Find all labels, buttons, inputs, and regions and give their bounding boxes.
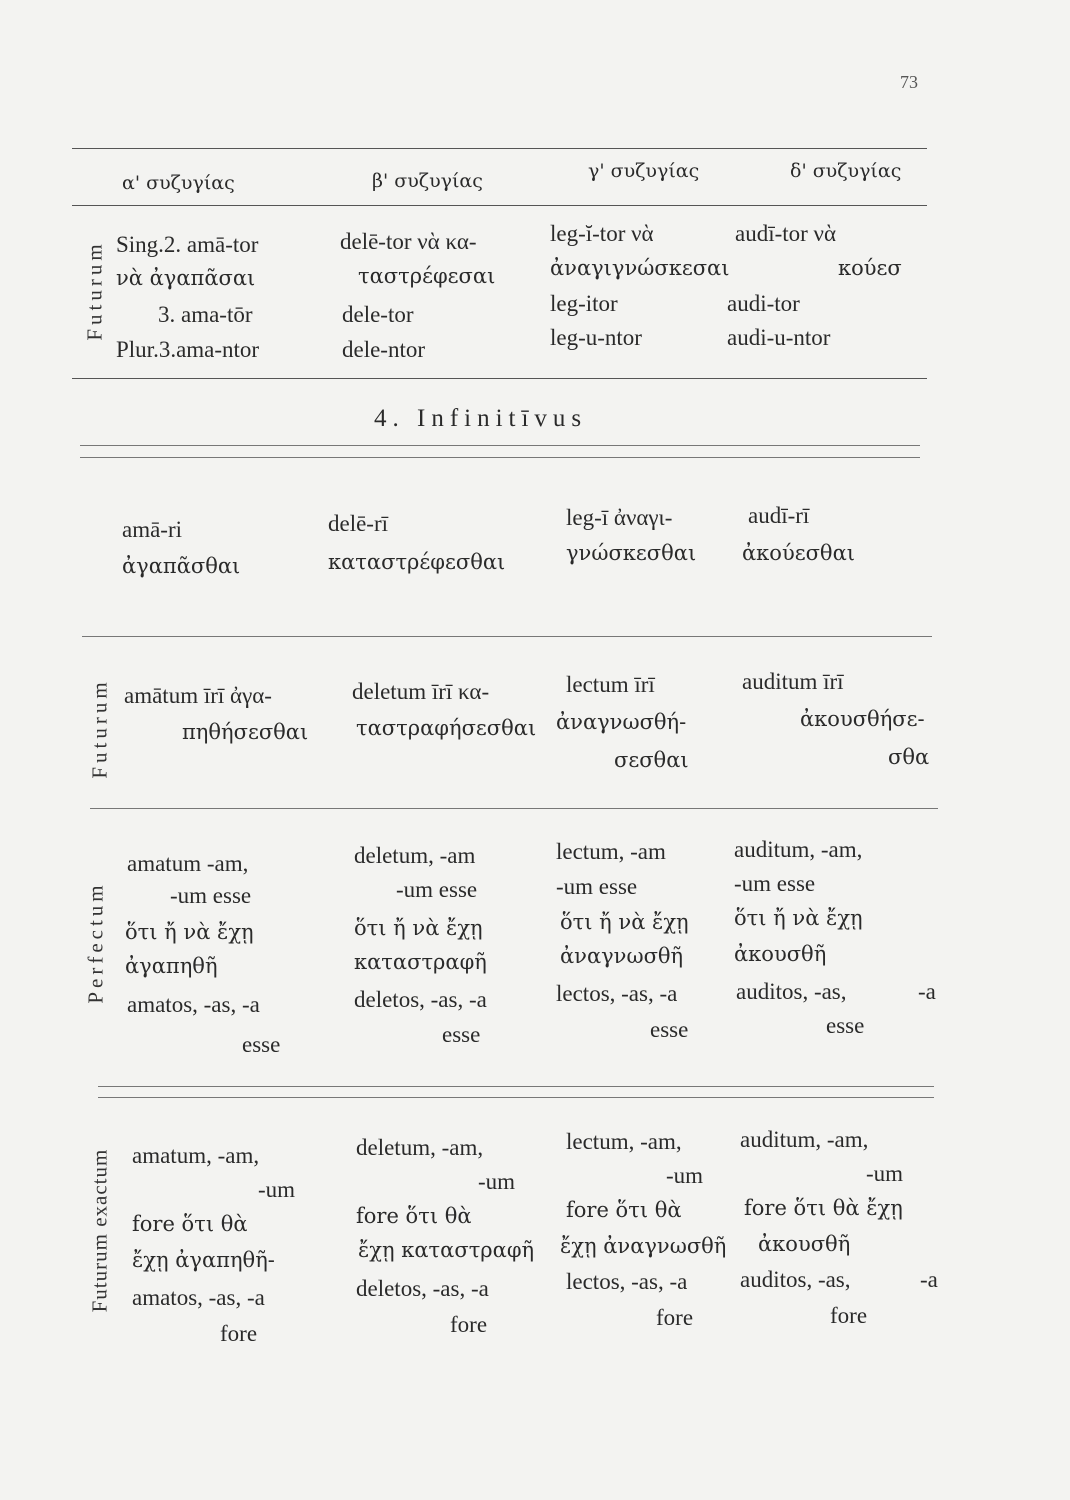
futurum-exactum-c4-line4: ἀκουσθῆ xyxy=(758,1232,851,1256)
futurum-exactum-c4-line6: fore xyxy=(830,1303,868,1328)
futurum-exactum-c1-line1: amatum, -am, xyxy=(132,1143,260,1168)
perfectum-c2-line1: deletum, -am xyxy=(354,843,476,868)
futurum-exactum-c1-line6: fore xyxy=(220,1321,258,1346)
praesens-c3-line2: γνώσκεσθαι xyxy=(566,541,697,565)
inf-futurum-c1-line2: πηθήσεσθαι xyxy=(182,720,309,744)
infinitive-rule-4 xyxy=(98,1097,934,1098)
futurum-exactum-c1-line4: ἔχῃ ἀγαπηθῆ- xyxy=(132,1248,275,1272)
futurum-exactum-c4-line5: auditos, -as, xyxy=(740,1267,851,1292)
perfectum-label: Perfectum xyxy=(83,881,108,1004)
futurum-exactum-c4-line7: -a xyxy=(920,1267,938,1292)
futurum-c4-line1: audī-tor νὰ xyxy=(735,221,837,246)
perfectum-c1-line1: amatum -am, xyxy=(127,851,249,876)
futurum-exactum-label: Futurum exactum xyxy=(87,1148,112,1313)
column-header-2: β' συζυγίας xyxy=(372,170,483,192)
perfectum-c4-line2: -um esse xyxy=(734,871,816,896)
inf-futurum-c2-line2: ταστραφήσεσθαι xyxy=(356,716,537,740)
futurum-exactum-c3-line4: ἔχῃ ἀναγνωσθῆ xyxy=(560,1234,727,1258)
perfectum-c4-line7: -a xyxy=(918,979,936,1004)
perfectum-c2-line2: -um esse xyxy=(396,877,478,902)
futurum-c4-line4: audi-u-ntor xyxy=(727,325,831,350)
futurum-exactum-c1-line5: amatos, -as, -a xyxy=(132,1285,265,1310)
praesens-c4-line1: audī-rī xyxy=(748,503,810,528)
inf-futurum-c3-line1: lectum īrī xyxy=(566,672,655,697)
perfectum-c3-line6: esse xyxy=(650,1017,689,1042)
section-rule-mid xyxy=(80,445,920,446)
futurum-exactum-c4-line1: auditum, -am, xyxy=(740,1127,869,1152)
perfectum-c4-line3: ὅτι ἤ νὰ ἔχῃ xyxy=(734,906,863,930)
section-rule-top xyxy=(72,378,927,379)
futurum-c2-line3: dele-tor xyxy=(342,302,414,327)
futurum-c3-line4: leg-u-ntor xyxy=(550,325,642,350)
praesens-c3-line1: leg-ī ἀναγι- xyxy=(566,505,673,530)
perfectum-c4-line1: auditum, -am, xyxy=(734,837,863,862)
futurum-exactum-c3-line1: lectum, -am, xyxy=(566,1129,682,1154)
futurum-c2-line2: ταστρέφεσαι xyxy=(358,264,496,288)
futurum-c3-line2: ἀναγιγνώσκεσαι xyxy=(550,256,730,280)
perfectum-c1-line5: amatos, -as, -a xyxy=(127,992,260,1017)
futurum-c1-line1: Sing.2. amā-tor xyxy=(116,232,259,257)
perfectum-c3-line2: -um esse xyxy=(556,874,638,899)
perfectum-c3-line1: lectum, -am xyxy=(556,839,666,864)
perfectum-c1-line2: -um esse xyxy=(170,883,252,908)
page-number: 73 xyxy=(900,72,918,92)
futurum-c4-line3: audi-tor xyxy=(727,291,800,316)
top-rule xyxy=(72,148,927,149)
inf-futurum-c1-line1: amātum īrī ἀγα- xyxy=(124,683,272,708)
inf-futurum-label: Futurum xyxy=(87,678,112,779)
perfectum-c1-line4: ἀγαπηθῆ xyxy=(125,954,218,978)
futurum-c1-line2: νὰ ἀγαπᾶσαι xyxy=(116,266,256,290)
futurum-exactum-c2-line5: deletos, -as, -a xyxy=(356,1276,489,1301)
perfectum-c2-line3: ὅτι ἤ νὰ ἔχῃ xyxy=(354,916,483,940)
futurum-exactum-c3-line5: lectos, -as, -a xyxy=(566,1269,688,1294)
futurum-c4-line2: κούεσ xyxy=(838,256,902,280)
inf-futurum-c3-line3: σεσθαι xyxy=(614,748,689,772)
futurum-exactum-c2-line6: fore xyxy=(450,1312,488,1337)
perfectum-c2-line5: deletos, -as, -a xyxy=(354,987,487,1012)
column-header-1: α' συζυγίας xyxy=(122,172,235,194)
inf-futurum-c2-line1: deletum īrī κα- xyxy=(352,679,490,704)
futurum-exactum-c3-line2: -um xyxy=(666,1163,704,1188)
futurum-label: Futurum xyxy=(82,240,107,341)
perfectum-c3-line5: lectos, -as, -a xyxy=(556,981,678,1006)
futurum-c1-line3: 3. ama-tōr xyxy=(158,302,253,327)
futurum-c1-line4: Plur.3.ama-ntor xyxy=(116,337,260,362)
infinitive-rule-1 xyxy=(82,636,932,637)
perfectum-c4-line4: ἀκουσθῆ xyxy=(734,942,827,966)
inf-futurum-c4-line3: σθα xyxy=(888,745,930,769)
futurum-c2-line4: dele-ntor xyxy=(342,337,426,362)
futurum-exactum-c4-line2: -um xyxy=(866,1161,904,1186)
futurum-exactum-c3-line3: fore ὅτι θὰ xyxy=(566,1198,682,1222)
futurum-exactum-c4-line3: fore ὅτι θὰ ἔχῃ xyxy=(744,1196,903,1220)
infinitive-rule-3 xyxy=(98,1086,934,1087)
praesens-c2-line2: καταστρέφεσθαι xyxy=(328,550,506,574)
inf-futurum-c4-line2: ἀκουσθήσε- xyxy=(800,707,925,731)
praesens-c1-line1: amā-ri xyxy=(122,517,183,542)
futurum-exactum-c3-line6: fore xyxy=(656,1305,694,1330)
praesens-c4-line2: ἀκούεσθαι xyxy=(742,541,855,565)
section-title: 4. Infinitīvus xyxy=(374,405,588,432)
futurum-exactum-c1-line3: fore ὅτι θὰ xyxy=(132,1212,248,1236)
perfectum-c2-line6: esse xyxy=(442,1022,481,1047)
futurum-exactum-c1-line2: -um xyxy=(258,1177,296,1202)
futurum-c3-line3: leg-itor xyxy=(550,291,618,316)
futurum-exactum-c2-line3: fore ὅτι θὰ xyxy=(356,1204,472,1228)
futurum-exactum-c2-line2: -um xyxy=(478,1169,516,1194)
perfectum-c1-line3: ὅτι ἤ νὰ ἔχῃ xyxy=(125,920,254,944)
futurum-c3-line1: leg-ĭ-tor νὰ xyxy=(550,221,654,246)
inf-futurum-c4-line1: auditum īrī xyxy=(742,669,844,694)
perfectum-c3-line4: ἀναγνωσθῆ xyxy=(560,944,684,968)
futurum-c2-line1: delē-tor νὰ κα- xyxy=(340,229,477,254)
praesens-c1-line2: ἀγαπᾶσθαι xyxy=(122,554,241,578)
futurum-exactum-c2-line1: deletum, -am, xyxy=(356,1135,484,1160)
praesens-c2-line1: delē-rī xyxy=(328,511,389,536)
column-header-3: γ' συζυγίας xyxy=(588,160,700,182)
perfectum-c4-line6: esse xyxy=(826,1013,865,1038)
inf-futurum-c3-line2: ἀναγνωσθή- xyxy=(556,710,687,734)
column-header-4: δ' συζυγίας xyxy=(790,160,902,182)
infinitive-rule-2 xyxy=(90,808,938,809)
perfectum-c1-line6: esse xyxy=(242,1032,281,1057)
futurum-exactum-c2-line4: ἔχῃ καταστραφῆ xyxy=(358,1238,535,1262)
perfectum-c2-line4: καταστραφῆ xyxy=(354,950,487,974)
perfectum-c3-line3: ὅτι ἤ νὰ ἔχῃ xyxy=(560,910,689,934)
header-rule xyxy=(72,205,927,206)
perfectum-c4-line5: auditos, -as, xyxy=(736,979,847,1004)
section-rule-bottom xyxy=(80,457,920,458)
